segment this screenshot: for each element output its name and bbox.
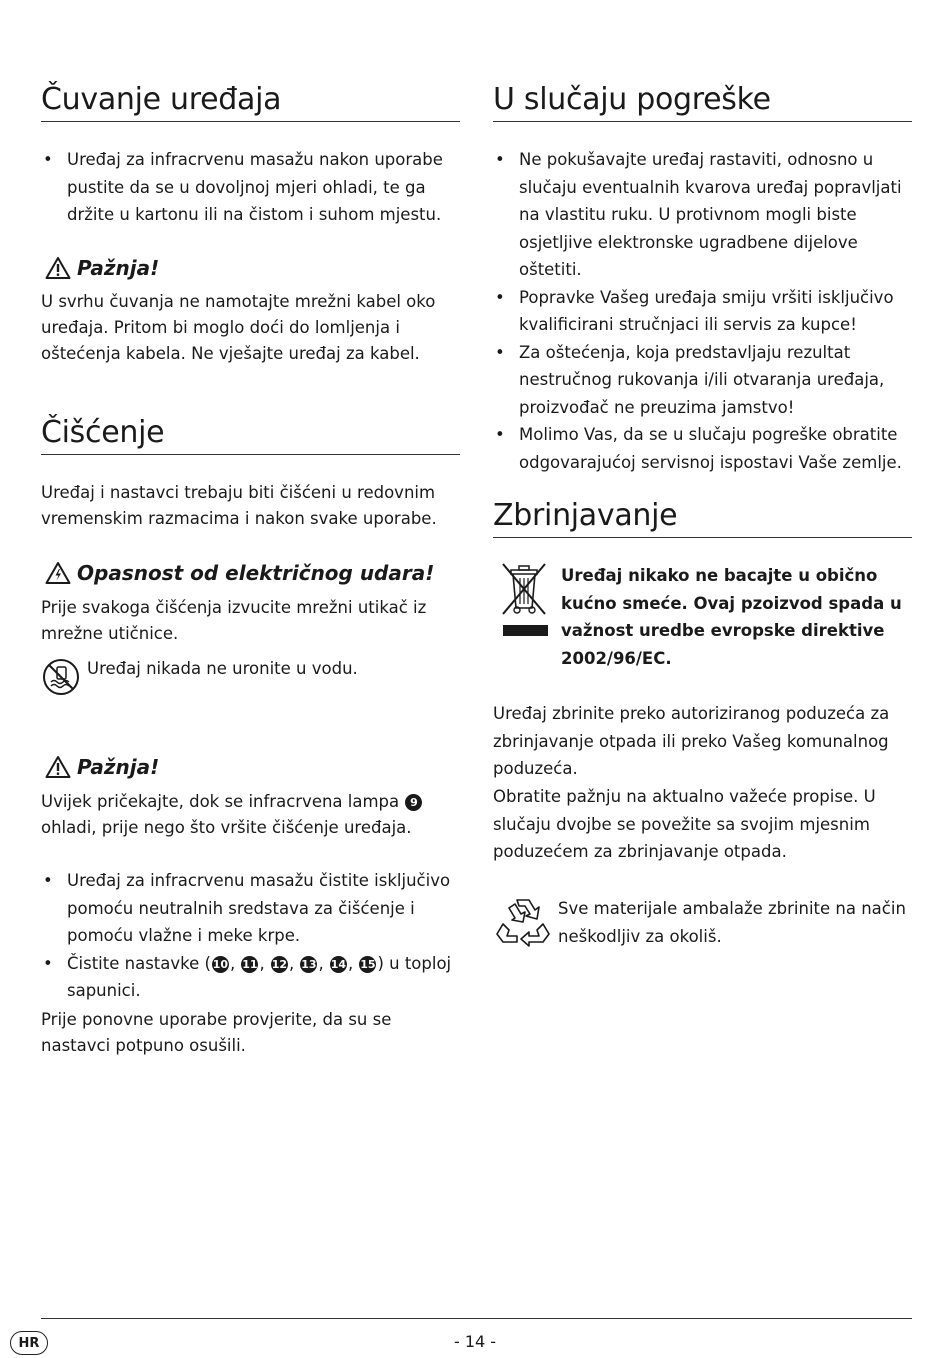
attachment-reference-badge: 12 [271, 957, 288, 971]
weee-text: Uređaj nikako ne bacajte u obično kućno smeće. Ovaj pzoizvod spada u važnost uredbe evropske direktive 2002/96/EC. [561, 566, 902, 668]
list-item: • Ne pokušavajte uređaj rastaviti, odnosno u slučaju eventualnih kvarova uređaj popravljati na vlastitu ruku. U protivnom mogli biste osjetljive elektronske ugradbene dijelove oštetiti. [493, 146, 912, 284]
heading-cleaning: Čišćenje [41, 415, 460, 455]
heading-fault: U slučaju pogreške [493, 82, 912, 122]
list-item: • Čistite nastavke ( 10 , 11 , 12 , 13 , 14 , 15 ) u toploj sapunici. [41, 950, 460, 1005]
weee-bin-icon [499, 562, 549, 640]
warning-text-part: ohladi, prije nego što vršite čišćenje uređaja. [41, 818, 412, 837]
attachment-reference-badge: 15 [360, 957, 376, 971]
cleaning-danger-text: Prije svakoga čišćenja izvucite mrežni utikač iz mrežne utičnice. [41, 598, 427, 643]
warning-title: Pažnja! [77, 256, 160, 280]
no-water-text: Uređaj nikada ne uronite u vodu. [87, 659, 358, 678]
attachment-reference-badge: 11 [242, 957, 258, 971]
footer-divider [41, 1318, 912, 1319]
cleaning-intro: Uređaj i nastavci trebaju biti čišćeni u redovnim vremenskim razmacima i nakon svake uporabe. [41, 483, 437, 528]
no-immerse-icon [42, 658, 80, 696]
bullet-text-part: ) u toploj sapunici. [67, 953, 452, 1000]
recycle-icon [495, 894, 551, 948]
disposal-text-2: Obratite pažnju na aktualno važeće propise. U slučaju dvojbe se povežite sa svojim mjesnim poduzećem za zbrinjavanje otpada. [493, 787, 876, 861]
warning-triangle-icon [45, 755, 71, 779]
heading-storage: Čuvanje uređaja [41, 82, 460, 122]
attachment-reference-badge: 13 [301, 957, 317, 971]
warning-text-part: Uvijek pričekajte, dok se infracrvena lampa [41, 792, 400, 811]
bullet-text-part: Čistite nastavke ( [67, 953, 211, 973]
page-number: - 14 - [453, 1332, 497, 1351]
storage-warning-text: U svrhu čuvanja ne namotajte mrežni kabel oko uređaja. Pritom bi moglo doći do lomljenja i oštećenja kabela. Ne vješajte uređaj za kabel. [41, 292, 436, 363]
recycle-text: Sve materijale ambalaže zbrinite na način neškodljiv za okoliš. [558, 899, 906, 946]
cleaning-outro: Prije ponovne uporabe provjerite, da su se nastavci potpuno osušili. [41, 1010, 392, 1055]
warning-triangle-icon [45, 256, 71, 280]
storage-bullets [41, 146, 460, 229]
list-item: • Uređaj za infracrvenu masažu nakon uporabe pustite da se u dovoljnoj mjeri ohladi, te ga držite u kartonu ili na čistom i suhom mjestu. [41, 146, 460, 229]
danger-title: Opasnost od električnog udara! [77, 561, 435, 585]
electric-warning-icon [45, 561, 71, 585]
heading-disposal: Zbrinjavanje [493, 498, 912, 538]
lamp-reference-badge: 9 [405, 794, 422, 811]
fault-bullets [493, 146, 912, 476]
list-item: • Za oštećenja, koja predstavljaju rezultat nestručnog rukovanja i/ili otvaranja uređaja, proizvođač ne preuzima jamstvo! [493, 339, 912, 422]
list-item: • Molimo Vas, da se u slučaju pogreške obratite odgovarajućoj servisnoj ispostavi Vaše zemlje. [493, 421, 912, 476]
language-badge: HR [10, 1331, 48, 1355]
cleaning-warning-title [45, 755, 159, 779]
list-item: • Uređaj za infracrvenu masažu čistite isključivo pomoću neutralnih sredstava za čišćenje i pomoću vlažne i meke krpe. [41, 867, 460, 950]
list-item: • Popravke Vašeg uređaja smiju vršiti isključivo kvalificirani stručnjaci ili servis za kupce! [493, 284, 912, 339]
cleaning-danger-title [45, 561, 434, 585]
storage-warning-title [45, 256, 159, 280]
attachment-reference-badge: 14 [330, 957, 347, 971]
disposal-text-1: Uređaj zbrinite preko autoriziranog poduzeća za zbrinjavanje otpada ili preko Vašeg komunalnog poduzeća. [493, 704, 890, 778]
warning-title: Pažnja! [77, 755, 160, 779]
cleaning-bullets [41, 867, 460, 1005]
cleaning-warning-text [41, 789, 460, 841]
attachment-reference-badge: 10 [212, 957, 229, 971]
